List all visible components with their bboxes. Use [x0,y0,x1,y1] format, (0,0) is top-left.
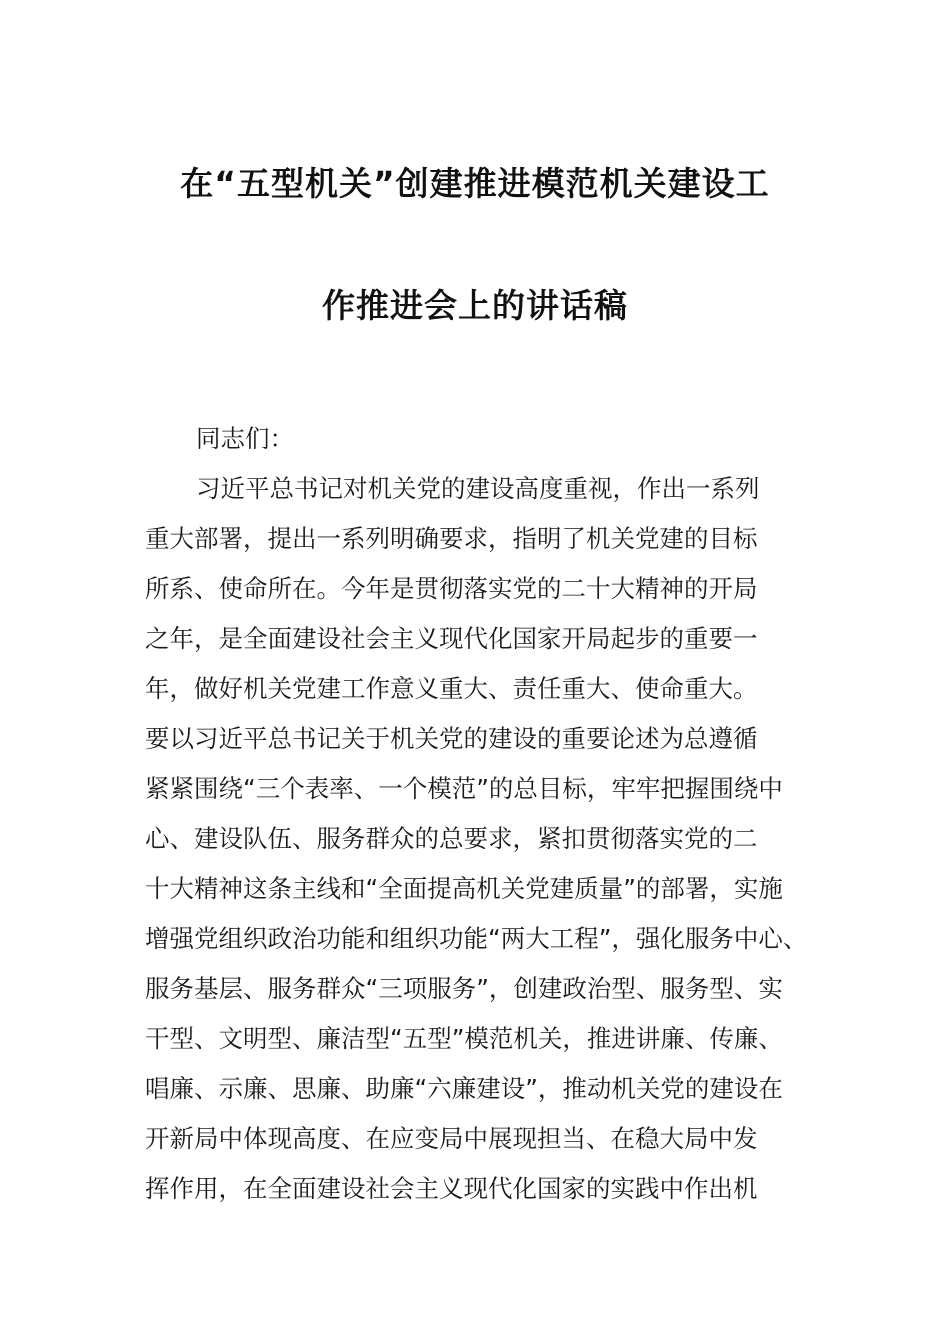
paragraph-line: 心、建设队伍、服务群众的总要求，紧扣贯彻落实党的二 [145,824,758,853]
paragraph-line: 紧紧围绕“三个表率、一个模范”的总目标，牢牢把握围绕中 [145,774,783,803]
paragraph-line: 挥作用，在全面建设社会主义现代化国家的实践中作出机 [145,1174,758,1203]
document-title-line-2: 作推进会上的讲话稿 [322,286,628,325]
paragraph-line: 增强党组织政治功能和组织功能“两大工程”，强化服务中心、 [145,924,808,953]
paragraph-line: 开新局中体现高度、在应变局中展现担当、在稳大局中发 [145,1124,758,1153]
paragraph-line: 唱廉、示廉、思廉、助廉“六廉建设”，推动机关党的建设在 [145,1074,783,1103]
paragraph-line: 之年，是全面建设社会主义现代化国家开局起步的重要一 [145,624,758,653]
salutation: 同志们： [196,424,294,453]
paragraph-line: 重大部署，提出一系列明确要求，指明了机关党建的目标 [145,524,758,553]
document-title-line-1: 在“五型机关”创建推进模范机关建设工 [180,164,770,203]
paragraph-line: 要以习近平总书记关于机关党的建设的重要论述为总遵循 [145,724,758,753]
paragraph-line: 年，做好机关党建工作意义重大、责任重大、使命重大。 [145,674,758,703]
paragraph-line: 服务基层、服务群众“三项服务”，创建政治型、服务型、实 [145,974,783,1003]
paragraph-line: 干型、文明型、廉洁型“五型”模范机关，推进讲廉、传廉、 [145,1024,783,1053]
paragraph-line: 所系、使命所在。今年是贯彻落实党的二十大精神的开局 [145,574,758,603]
paragraph-line: 习近平总书记对机关党的建设高度重视，作出一系列 [196,474,760,503]
paragraph-line: 十大精神这条主线和“全面提高机关党建质量”的部署，实施 [145,874,783,903]
